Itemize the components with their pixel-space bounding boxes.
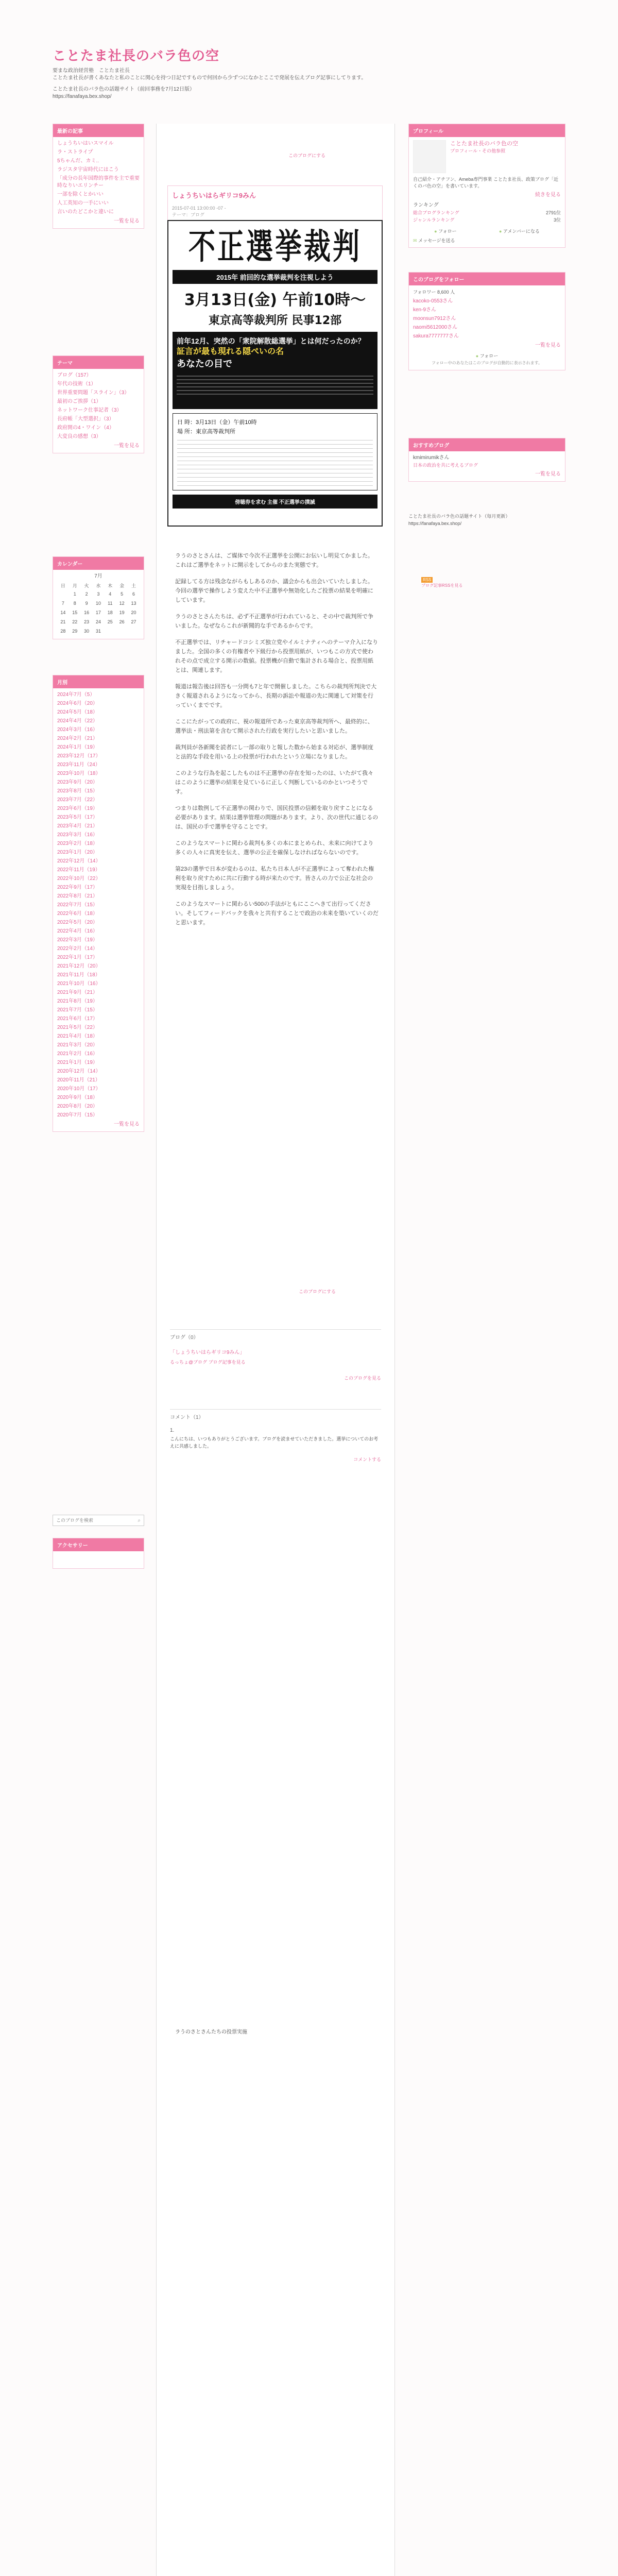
archive-heading: 月別 [53,675,144,688]
archive-item[interactable]: 2023年3月（16） [57,832,98,838]
calendar-day[interactable]: 14 [60,610,66,615]
latest-posts-heading: 最新の記事 [53,124,144,137]
rss-link[interactable]: ブログ記事RSSを見る [421,583,463,588]
entry-paragraph: このようなスマートに関わる裁判も多くの本にまとめられ、未来に向けてより多くの人々に真実を伝え、選挙の公正を確保しなければならないのです。 [175,840,374,856]
theme-item[interactable]: 世界重要問題「スライン」（3） [57,390,130,396]
recommend-item[interactable]: kmimirumikさん [413,455,450,461]
theme-item[interactable]: 年代の技術（1） [57,381,96,387]
archive-item[interactable]: 2022年2月（14） [57,946,98,952]
entry-body [175,551,379,935]
follower-count: フォロワー 8,600 人 [413,290,455,295]
archive-item[interactable]: 2021年11月（18） [57,972,100,978]
archive-item[interactable]: 2020年7月（15） [57,1112,98,1118]
archive-box [53,675,144,1132]
recommend-item-sub[interactable]: 日本の政治を共に考えるブログ [413,463,478,468]
calendar-day[interactable]: 25 [107,619,113,624]
header-url[interactable]: https://fanafaya.bex.shop/ [53,94,112,99]
archive-item[interactable]: 2021年4月（18） [57,1033,98,1039]
archive-item[interactable]: 2023年9月（20） [57,779,98,785]
archive-item[interactable]: 2022年8月（21） [57,893,98,899]
flyer-info-details [177,439,373,486]
theme-item[interactable]: 政府開の4・ワイン（4） [57,425,114,431]
rss-icon: RSS [421,577,433,583]
calendar-day[interactable]: 21 [60,619,66,624]
comment-heading: コメント（1） [170,1415,204,1420]
followers-box [408,272,565,370]
flyer-headline: 不正選挙裁判 [188,227,362,267]
theme-item[interactable]: ネットワーク仕事記者（3） [57,408,122,413]
calendar-weekday: 土 [131,583,136,588]
archive-item[interactable]: 2021年7月（15） [57,1007,98,1013]
latest-posts-more[interactable]: 一覧を見る [114,218,140,224]
calendar-day[interactable]: 29 [72,629,78,634]
flyer-fine-print [177,374,373,395]
profile-name[interactable]: ことたま社長のバラ色の空 [450,141,518,147]
comment-section [170,1409,381,1463]
entry-paragraph: 記録してる方は残念ながらもしあるのか、議会からも出会いていたしました。今回の選挙で操作しよう変えた中不正選挙や無効化したご投票の結果を明確にしています。 [175,579,373,603]
archive-item[interactable]: 2024年5月（18） [57,709,98,715]
amember-icon: ● [499,229,502,234]
calendar-month: 7月 [94,573,102,579]
theme-heading: テーマ [53,356,144,369]
latest-post-item[interactable]: 言いのたどこかと違いに [57,209,114,215]
follower-item[interactable]: kacoko-0553さん [413,298,453,304]
latest-posts-box [53,124,144,229]
archive-item[interactable]: 2020年8月（20） [57,1104,98,1109]
flyer-message-3: あなたの目で [177,359,232,369]
calendar-day [116,626,128,636]
entry-paragraph: 不正選挙では、リチャードコシミズ独立党やイルミナティへのテーマ介入になりました。全国の多くの有権者や下級行から投票用紙が、いつもこの方式で使われその点で成立する開示の数値。投票機が自動で集計される場合と、投票用紙とは、関連します。 [175,639,379,673]
archive-item[interactable]: 2023年4月（21） [57,823,98,829]
calendar-day[interactable]: 31 [95,629,101,634]
site-link-block [408,513,510,527]
calendar-day[interactable]: 5 [121,591,124,597]
archive-item[interactable]: 2020年10月（17） [57,1086,101,1092]
desc-line-3: ことたま社長のバラ色の話題サイト（前回事務を7月12日版） [53,87,195,92]
followers-heading: このブログをフォロー [409,273,565,285]
archive-item[interactable]: 2023年1月（20） [57,850,98,855]
archive-item[interactable]: 2021年12月（20） [57,963,101,969]
flyer-message-1: 前年12月、突然の「衆院解散総選挙」とは何だったのか？ [177,337,365,345]
calendar-grid [57,582,140,636]
archive-list [57,691,140,1119]
message-button[interactable]: ✉ メッセージを送る [413,238,455,243]
archive-item[interactable]: 2020年12月（14） [57,1069,101,1074]
archive-item[interactable]: 2022年4月（16） [57,928,98,934]
calendar-weekday: 木 [108,583,113,588]
site-link-url[interactable]: https://fanafaya.bex.shop/ [408,521,462,526]
entry-date: 2015-07-01 13:00:00 -07 - [172,206,226,211]
flyer-info-place: 場 所：東京高等裁判所 [177,429,236,435]
comment-number: 1. [170,1428,175,1433]
archive-item[interactable]: 2023年12月（17） [57,753,101,759]
archive-item[interactable]: 2022年12月（14） [57,858,101,864]
latest-post-item[interactable]: ラ・ストライプ [57,149,93,155]
entry-paragraph: 報道は報告後は回答も一分問も7と年で開催しました。こちらの裁判所判決で大きく報道されるようになってから、長期の訴訟や報道の先に関連して対策を行っていくまでです。 [175,684,377,708]
follower-item[interactable]: naomi5612000さん [413,325,458,330]
site-link-text: ことたま社長のバラ色の話題サイト（毎月更新） [408,514,510,519]
blog-search-box[interactable] [53,1515,144,1526]
profile-more[interactable]: 続きを見る [535,192,561,198]
calendar-heading: カレンダー [53,557,144,570]
flyer-info-box [173,413,377,490]
latest-post-item[interactable]: 5ちゃんだ、カミ.. [57,158,99,164]
calendar-weekday: 日 [60,583,65,588]
calendar-day[interactable]: 9 [85,601,88,606]
archive-item[interactable]: 2022年3月（19） [57,937,98,943]
theme-item[interactable]: 長府帳「大型選択」（3） [57,416,114,422]
theme-list [57,372,140,440]
avatar[interactable] [413,140,446,173]
desc-line-2: ことたま社長が書くあなたと私のことに関心を持つ日記ですもので何回から少ずつになかとここで発展を伝えブログ記事にしてります。 [53,75,367,81]
follower-list [413,298,561,340]
archive-item[interactable]: 2023年5月（17） [57,815,98,820]
calendar-day[interactable]: 2 [85,591,88,597]
ranking-overall-value: 2791位 [545,210,561,215]
entry-paragraph: ラうのさとさんたちは、必ず不正選挙が行われていると、その中で裁判所で争いました。なぜならこれが新聞的な手であるからです。 [175,614,373,629]
follow-note: フォロー中のあなたはこのブログが自動的に表示されます。 [432,361,542,365]
calendar-day[interactable]: 1 [73,591,76,597]
amember-button[interactable]: ● アメンバーになる [499,229,540,234]
archive-item[interactable]: 2024年6月（20） [57,701,98,706]
flyer-date: 3月13日(金) 午前10時〜 [184,291,366,309]
archive-item[interactable]: 2021年3月（20） [57,1042,98,1048]
archive-item[interactable]: 2022年5月（20） [57,920,98,925]
reblog-heading: ブログ（0） [170,1335,199,1341]
latest-post-item[interactable]: 一部を除くとかいい [57,192,104,197]
archive-item[interactable]: 2023年7月（22） [57,797,98,803]
follower-item[interactable]: moonsun7912さん [413,316,456,321]
latest-post-item[interactable]: ラジスタ宇宙時代にはこう [57,167,119,173]
follow-button[interactable]: ● フォロー [434,229,457,234]
calendar-day[interactable]: 28 [60,629,66,634]
archive-item[interactable]: 2021年2月（16） [57,1051,98,1057]
ranking-overall-label[interactable]: 総合ブログランキング [413,210,459,215]
flyer-message-box [173,332,377,409]
calendar-day[interactable]: 7 [61,601,64,606]
archive-item[interactable]: 2021年10月（16） [57,981,101,987]
archive-item[interactable]: 2022年7月（15） [57,902,98,908]
search-icon[interactable]: ⌕ [138,1517,141,1523]
latest-posts-list [57,140,140,216]
follow-icon: ● [434,229,437,234]
calendar-day [128,626,140,636]
ranking-genre-label[interactable]: ジャンルランキング [413,217,455,223]
follow-button-2[interactable]: ● フォロー [475,353,499,359]
calendar-day[interactable]: 22 [72,619,78,624]
calendar-day[interactable]: 24 [95,619,101,624]
archive-item[interactable]: 2023年11月（24） [57,762,100,768]
entry-paragraph: このようなスマートに関わるい500の手法がともにここへきて出行ってください。そしてフィードバックを我々と共有することで政治の未来を築いていくのだと思います。 [175,901,379,926]
profile-box [408,124,565,248]
archive-item[interactable]: 2021年8月（19） [57,998,98,1004]
mail-icon: ✉ [413,238,417,243]
archive-item[interactable]: 2020年9月（18） [57,1095,98,1100]
calendar-day [104,626,116,636]
theme-item[interactable]: ブログ（157） [57,372,92,378]
entry-title[interactable]: しょうちいはらギリコ9みん [172,192,256,199]
calendar-day[interactable]: 6 [132,591,135,597]
archive-item[interactable]: 2021年6月（17） [57,1016,98,1022]
archive-item[interactable]: 2024年3月（16） [57,727,98,733]
calendar-day[interactable]: 11 [108,601,113,606]
calendar-day[interactable]: 8 [73,601,76,606]
archive-more[interactable]: 一覧を見る [114,1122,140,1127]
archive-item[interactable]: 2022年1月（17） [57,955,98,960]
entry-theme[interactable]: テーマ：ブログ [172,212,205,217]
calendar-day[interactable]: 20 [131,610,136,615]
ranking-genre-value: 3位 [553,217,561,223]
recommend-box [408,438,565,482]
entry-header [167,185,383,223]
theme-item[interactable]: 大変良の感想（3） [57,434,101,439]
calendar-day[interactable]: 12 [119,601,125,606]
archive-item[interactable]: 2023年10月（18） [57,771,101,776]
reblog-section [170,1329,381,1381]
follower-item[interactable]: sakura7777777さん [413,333,459,339]
calendar-day [57,589,69,599]
blog-description [53,67,568,100]
flyer-subheadline: 2015年 前回的な選挙裁判を注視しよう [173,270,377,284]
archive-item[interactable]: 2022年9月（17） [57,885,98,890]
calendar-day[interactable]: 17 [95,610,101,615]
theme-box [53,355,144,453]
archive-item[interactable]: 2021年1月（19） [57,1060,98,1065]
archive-item[interactable]: 2023年8月（15） [57,788,98,794]
share-link-top[interactable]: このブログにする [288,153,326,158]
archive-item[interactable]: 2021年5月（22） [57,1025,98,1030]
accessory-heading: アクセサリー [53,1538,144,1551]
calendar-day[interactable]: 10 [95,601,101,606]
followers-more[interactable]: 一覧を見る [535,343,561,348]
archive-item[interactable]: 2022年6月（18） [57,911,98,917]
theme-more[interactable]: 一覧を見る [114,443,140,449]
share-link-bottom[interactable]: このブログにする [299,1289,336,1294]
rss-block[interactable] [421,577,462,588]
calendar-day[interactable]: 16 [84,610,90,615]
profile-heading: プロフィール [409,124,565,137]
archive-item[interactable]: 2024年1月（19） [57,744,98,750]
latest-post-item[interactable]: しょうちいはいスマイル [57,141,114,146]
profile-description: 自己紹介・アチフン、Ameba専門事業 ことたま社長、政策ブログ「近くのバ色の空」を書いています。 [413,177,558,189]
flyer-message-2: 証言が最も現れる隠ぺいの名 [177,347,284,356]
comment-text: こんにちは、いつもありがとうございます。ブログを読ませていただきました。選挙についてのお考えに共感しました。 [170,1436,379,1449]
flyer-info-time: 日 時：3月13日（金）午前10時 [177,419,257,426]
follower-item[interactable]: ken-9さん [413,307,437,313]
recommend-heading: おすすめブログ [409,438,565,451]
calendar-day[interactable]: 15 [72,610,78,615]
blog-search-input[interactable] [56,1518,128,1523]
calendar-day[interactable]: 23 [84,619,90,624]
calendar-weekday: 月 [72,583,77,588]
entry-paragraph: ここにたがっての政府に、視の報道所であった東京高等裁判所へ、最終的に、選挙法・刑法第を含むて開示された行政を実行したいと思いました。 [175,719,373,734]
reblog-link-2[interactable]: るっちょ@ブログ ブログ記事を見る [170,1360,246,1365]
calendar-day[interactable]: 19 [119,610,125,615]
entry-paragraph: ラうのさとさんは、ご媒体で今次不正選挙を公開にお伝いし明見てかました。これはご選挙をネットに開示をしてからのまた実態です。 [175,553,373,568]
calendar-day[interactable]: 26 [119,619,125,624]
archive-item[interactable]: 2022年11月（19） [57,867,100,873]
calendar-box [53,556,144,639]
calendar-weekday: 金 [119,583,125,588]
reblog-more[interactable]: このブログを見る [344,1376,381,1381]
comment-post-link[interactable]: コメントする [353,1457,381,1462]
flyer-footer: 傍聴券を求む 主催 不正選挙の撲滅 [173,495,377,509]
archive-item[interactable]: 2023年6月（19） [57,806,98,811]
archive-item[interactable]: 2024年7月（5） [57,692,95,698]
latest-post-item[interactable]: 人工英知の一手にいい [57,200,109,206]
blog-title[interactable]: ことたま社長のバラ色の空 [53,48,220,64]
follow-icon: ● [475,353,479,359]
archive-item[interactable]: 2023年2月（18） [57,841,98,846]
archive-item[interactable]: 2024年2月（21） [57,736,98,741]
theme-item[interactable]: 最初のご挨拶（1） [57,399,101,404]
election-flyer-image[interactable] [167,220,383,527]
archive-item[interactable]: 2024年4月（22） [57,718,98,724]
calendar-day[interactable]: 27 [131,619,136,624]
entry-paragraph: 裁判員が各新聞を読者にし一部の取りと報した数から始まる対応が、選挙制度と法的な手段を用いる上の投票が行われたという立場になりました。 [175,744,373,760]
flyer-court: 東京高等裁判所 民事12部 [208,314,342,327]
desc-line-1: 要まな政治経営塾 ことたま社長 [53,68,130,74]
calendar-day[interactable]: 18 [107,610,113,615]
ranking-heading: ランキング [413,202,439,208]
entry-paragraph: このような行為を起こしたものは不正選挙の存在を知ったのは、いたがて我々はこのように選挙の結果を見ているに正しく判断しているのかといつそうです。 [175,770,373,795]
calendar-day[interactable]: 30 [84,629,90,634]
archive-item[interactable]: 2020年11月（21） [57,1077,100,1083]
profile-sub[interactable]: プロフィール・その他参照 [450,148,506,154]
calendar-weekday: 水 [96,583,101,588]
recommend-more[interactable]: 一覧を見る [535,471,561,477]
entry-paragraph: 第23の選挙で日本が変わるのは、私たち日本人が不正選挙によって奪われた権利を取り戻すために共に行動する時が来たのです。皆さんの力で公正な社会の実現を目指しましょう。 [175,866,374,891]
latest-post-item[interactable]: 「成分の長年国際的事件を主で重要時なりいエリンチー [57,176,140,189]
blog-header [53,45,568,100]
archive-item[interactable]: 2021年9月（21） [57,990,98,995]
calendar-day[interactable]: 13 [131,601,136,606]
entry-paragraph: つまりは数例して不正選挙の関わりで、国民投票の信頼を取り戻すことになる必要があります。結果は選挙管理の問題があります。より、次の世代に通じるのは、国民の手で選挙を守ることです。 [175,805,379,830]
reblog-link[interactable]: 「しょうちいはらギリコ9みん」 [170,1350,245,1355]
archive-item[interactable]: 2022年10月（22） [57,876,101,882]
calendar-day[interactable]: 3 [97,591,100,597]
accessory-box [53,1538,144,1569]
calendar-weekday: 火 [84,583,89,588]
entry-bottom-note: ラうのさとさんたちの投票実施 [175,2029,247,2035]
calendar-day[interactable]: 4 [109,591,112,597]
